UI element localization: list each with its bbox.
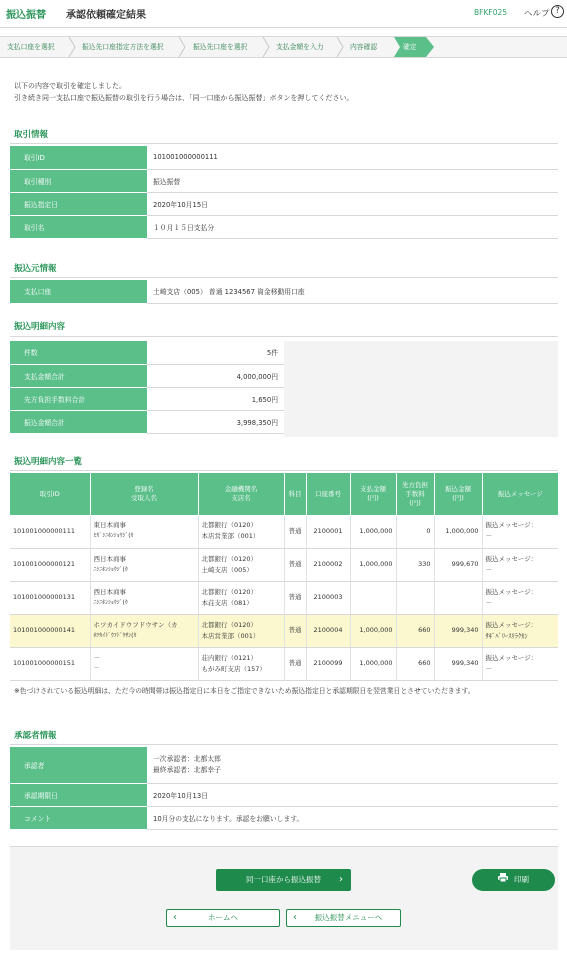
label-transaction-name: 取引名 bbox=[10, 215, 147, 238]
col-header-fee bbox=[396, 473, 434, 515]
section-divider bbox=[10, 744, 558, 745]
cell-recipient bbox=[90, 548, 198, 581]
cell-transaction-id bbox=[10, 548, 90, 581]
detail-list-table bbox=[10, 473, 558, 681]
account-number-text: 2100001 bbox=[313, 526, 343, 535]
message-text: － bbox=[485, 664, 492, 673]
transaction-id-text: 101001000000121 bbox=[13, 560, 76, 568]
table-row bbox=[10, 614, 558, 647]
step-separator-icon bbox=[68, 37, 76, 57]
message-text: ｻｷﾞﾊﾞﾘｰｽﾘﾗｸｶﾝ bbox=[485, 631, 528, 640]
message-label: 振込メッセージ： bbox=[485, 554, 538, 563]
help-link[interactable]: ヘルプ bbox=[524, 9, 550, 19]
table-row bbox=[10, 581, 558, 614]
col-header-text: 振込メッセージ bbox=[497, 489, 543, 498]
bank-name: 荘内銀行（0121） bbox=[201, 653, 258, 662]
col-header-bank bbox=[198, 473, 284, 515]
fee-text: 660 bbox=[418, 659, 431, 667]
message-label: 振込メッセージ： bbox=[485, 521, 538, 530]
value-payment-account: 土崎支店（005） 普通 1234567 資金移動用口座 bbox=[147, 280, 558, 303]
first-approver: 一次承認者：北都太郎 bbox=[153, 754, 221, 763]
cell-payment bbox=[350, 548, 396, 581]
col-header-message bbox=[482, 473, 558, 515]
label-approver: 承認者 bbox=[10, 747, 147, 783]
transfer-menu-label: 振込振替メニューへ bbox=[314, 913, 383, 922]
recipient-kana: ﾆｼﾆﾎﾝｼｮｳｼﾞ(ｶ bbox=[93, 566, 128, 573]
payment-text: 1,000,000 bbox=[359, 526, 393, 535]
chevron-left-icon: ‹ bbox=[293, 912, 297, 923]
label-transaction-type: 取引種別 bbox=[10, 169, 147, 192]
table-row bbox=[10, 647, 558, 680]
transaction-id-text: 101001000000151 bbox=[13, 659, 76, 667]
label-payment-total: 支払金額合計 bbox=[10, 364, 147, 387]
col-header-text: 金融機関名 bbox=[224, 485, 258, 493]
value-comment: 10月分の支払になります。承認をお願いします。 bbox=[147, 806, 558, 829]
col-header-text: 先方負担 bbox=[402, 480, 428, 489]
intro-line-1: 以下の内容で取引を確定しました。 bbox=[14, 82, 126, 90]
value-transfer-date: 2020年10月15日 bbox=[147, 192, 558, 215]
bank-name: 北都銀行（0120） bbox=[201, 521, 258, 530]
registered-name: 西日本商事 bbox=[93, 587, 126, 596]
section-title-list: 振込明細内容一覧 bbox=[14, 457, 83, 467]
step-separator-icon bbox=[178, 37, 186, 57]
value-count: 5件 bbox=[147, 341, 284, 364]
final-approver: 最終承認者：北都幸子 bbox=[153, 765, 221, 774]
cell-recipient bbox=[90, 581, 198, 614]
amount-text: 999,340 bbox=[451, 626, 479, 634]
section-title-summary: 振込明細内容 bbox=[14, 322, 66, 332]
branch-name: 本荘支店（081） bbox=[201, 598, 253, 607]
cell-account-number bbox=[306, 581, 350, 614]
col-header-amount bbox=[434, 473, 482, 515]
cell-bank bbox=[198, 647, 284, 680]
col-header-text: (円) bbox=[452, 494, 464, 502]
message-text: － bbox=[485, 598, 492, 607]
print-button[interactable] bbox=[472, 869, 555, 891]
value-transfer-total: 3,998,350円 bbox=[147, 410, 284, 433]
cell-payment bbox=[350, 515, 396, 548]
amount-text: 999,670 bbox=[451, 560, 479, 568]
value-approver bbox=[147, 747, 558, 783]
col-header-text: 取引ID bbox=[39, 489, 60, 498]
section-divider bbox=[10, 143, 558, 144]
value-deadline: 2020年10月13日 bbox=[147, 783, 558, 806]
cell-message bbox=[482, 647, 558, 680]
cell-amount bbox=[434, 515, 482, 548]
col-header-text: 支店名 bbox=[231, 494, 251, 502]
recipient-kana: ﾆｼﾆﾎﾝｼｮｳｼﾞ(ｶ bbox=[93, 599, 128, 606]
step-2: 振込先口座指定方法を選択 bbox=[82, 43, 164, 51]
cell-message bbox=[482, 614, 558, 647]
col-header-account-type bbox=[284, 473, 306, 515]
transaction-table bbox=[10, 146, 558, 239]
cell-account-type bbox=[284, 581, 306, 614]
cell-message bbox=[482, 581, 558, 614]
page-title: 承認依頼確定結果 bbox=[66, 10, 146, 21]
account-number-text: 2100003 bbox=[313, 593, 343, 601]
value-payment-total: 4,000,000円 bbox=[147, 364, 284, 387]
cell-amount bbox=[434, 614, 482, 647]
transaction-id-text: 101001000000131 bbox=[13, 593, 76, 601]
step-4: 支払金額を入力 bbox=[276, 43, 324, 51]
label-comment: コメント bbox=[10, 806, 147, 829]
app-name: 振込振替 bbox=[6, 10, 46, 21]
cell-fee bbox=[396, 614, 434, 647]
cell-payment bbox=[350, 581, 396, 614]
account-type-text: 普通 bbox=[288, 626, 302, 634]
fee-text: 0 bbox=[426, 526, 431, 535]
col-header-text: 振込金額 bbox=[445, 485, 471, 493]
col-header-recipient bbox=[90, 473, 198, 515]
col-header-text: 支払金額 bbox=[360, 485, 386, 493]
recipient-kana: ﾎﾂｶｲﾄﾞｳﾌﾄﾞｳｻﾝ(ｶ bbox=[93, 632, 137, 639]
registered-name: ホツカイドウフドウサン（カ bbox=[93, 620, 178, 629]
label-payment-account: 支払口座 bbox=[10, 280, 147, 303]
cell-message bbox=[482, 515, 558, 548]
home-label: ホームへ bbox=[208, 913, 238, 922]
step-3: 振込先口座を選択 bbox=[193, 43, 248, 51]
section-title-approver: 承認者情報 bbox=[14, 731, 57, 741]
intro-message bbox=[14, 80, 354, 104]
bank-name: 北都銀行（0120） bbox=[201, 620, 258, 629]
cell-account-type bbox=[284, 614, 306, 647]
label-transaction-id: 取引ID bbox=[10, 146, 147, 169]
cell-recipient bbox=[90, 515, 198, 548]
transfer-menu-button[interactable] bbox=[286, 909, 401, 927]
col-header-text: 手数料 bbox=[405, 489, 425, 498]
cell-amount bbox=[434, 581, 482, 614]
chevron-right-icon: › bbox=[339, 874, 343, 885]
section-divider bbox=[10, 277, 558, 278]
cell-transaction-id bbox=[10, 515, 90, 548]
value-transaction-id: 101001000000111 bbox=[147, 146, 558, 169]
payment-text: 1,000,000 bbox=[359, 560, 393, 568]
cell-message bbox=[482, 548, 558, 581]
screen-code: BFKF025 bbox=[474, 8, 508, 17]
step-1: 支払口座を選択 bbox=[7, 43, 55, 51]
recipient-kana: － bbox=[93, 665, 100, 672]
label-transfer-date: 振込指定日 bbox=[10, 192, 147, 215]
same-account-transfer-label: 同一口座から振込振替 bbox=[246, 875, 321, 884]
printer-icon bbox=[498, 869, 508, 891]
cell-amount bbox=[434, 647, 482, 680]
table-row bbox=[10, 515, 558, 548]
table-row bbox=[10, 548, 558, 581]
label-deadline: 承認期限日 bbox=[10, 783, 147, 806]
highlight-note: ※色づけされている振込明細は、ただ今の時間帯は振込指定日に本日をご指定できないため振込指定日と承認期限日を翌営業日とさせていただきます。 bbox=[14, 687, 475, 695]
registered-name: 東日本商事 bbox=[93, 521, 126, 530]
cell-account-type bbox=[284, 647, 306, 680]
message-label: 振込メッセージ： bbox=[485, 653, 538, 662]
col-header-text: 登録名 bbox=[134, 485, 154, 493]
value-transaction-type: 振込振替 bbox=[147, 169, 558, 192]
account-type-text: 普通 bbox=[288, 593, 302, 601]
transaction-id-text: 101001000000141 bbox=[13, 626, 76, 634]
account-number-text: 2100002 bbox=[313, 560, 343, 568]
section-title-source: 振込元情報 bbox=[14, 264, 57, 274]
col-header-account-number bbox=[306, 473, 350, 515]
bank-name: 北都銀行（0120） bbox=[201, 587, 258, 596]
label-count: 件数 bbox=[10, 341, 147, 364]
col-header-text: 受取人名 bbox=[131, 494, 157, 502]
button-area bbox=[10, 846, 558, 950]
cell-amount bbox=[434, 548, 482, 581]
cell-payment bbox=[350, 614, 396, 647]
step-6-label: 確定 bbox=[403, 43, 417, 51]
cell-account-number bbox=[306, 548, 350, 581]
cell-fee bbox=[396, 548, 434, 581]
account-type-text: 普通 bbox=[288, 526, 302, 535]
col-header-payment bbox=[350, 473, 396, 515]
label-transfer-total: 振込金額合計 bbox=[10, 410, 147, 433]
col-header-text: (円) bbox=[367, 494, 379, 502]
col-header-text: (円) bbox=[409, 498, 421, 507]
payment-text: 1,000,000 bbox=[359, 659, 393, 667]
payment-text: 1,000,000 bbox=[359, 626, 393, 634]
cell-account-type bbox=[284, 548, 306, 581]
section-title-transaction: 取引情報 bbox=[14, 130, 49, 140]
message-label: 振込メッセージ： bbox=[485, 620, 538, 629]
intro-line-2: 引き続き同一支払口座で振込振替の取引を行う場合は、「同一口座から振込振替」ボタンを押してください。 bbox=[14, 94, 354, 102]
col-header-transaction-id bbox=[10, 473, 90, 515]
cell-account-number bbox=[306, 515, 350, 548]
value-transaction-name: １０月１５日支払分 bbox=[147, 215, 558, 238]
cell-bank bbox=[198, 548, 284, 581]
step-6-current bbox=[394, 37, 434, 57]
cell-account-number bbox=[306, 614, 350, 647]
cell-recipient bbox=[90, 647, 198, 680]
approver-table bbox=[10, 747, 558, 830]
summary-empty-area bbox=[284, 341, 558, 437]
recipient-kana: ﾋｶﾞｼﾆﾎﾝｼｮｳｼﾞ(ｶ bbox=[93, 533, 134, 540]
account-type-text: 普通 bbox=[288, 659, 302, 667]
cell-fee bbox=[396, 515, 434, 548]
registered-name: － bbox=[93, 653, 100, 662]
cell-payment bbox=[350, 647, 396, 680]
same-account-transfer-button[interactable] bbox=[216, 869, 351, 891]
section-divider bbox=[10, 336, 558, 337]
summary-table bbox=[10, 341, 284, 434]
transaction-id-text: 101001000000111 bbox=[13, 526, 76, 535]
fee-text: 660 bbox=[418, 626, 431, 634]
step-separator-icon bbox=[262, 37, 270, 57]
account-number-text: 2100099 bbox=[313, 659, 343, 667]
col-header-text: 口座番号 bbox=[315, 489, 341, 498]
branch-name: 土崎支店（005） bbox=[201, 565, 253, 574]
cell-transaction-id bbox=[10, 581, 90, 614]
step-indicator bbox=[0, 36, 567, 58]
account-number-text: 2100004 bbox=[313, 626, 343, 634]
step-5: 内容確認 bbox=[350, 43, 378, 51]
cell-bank bbox=[198, 614, 284, 647]
cell-account-type bbox=[284, 515, 306, 548]
amount-text: 999,340 bbox=[451, 659, 479, 667]
message-text: － bbox=[485, 565, 492, 574]
cell-account-number bbox=[306, 647, 350, 680]
cell-recipient bbox=[90, 614, 198, 647]
cell-transaction-id bbox=[10, 614, 90, 647]
section-divider bbox=[10, 470, 558, 471]
message-label: 振込メッセージ： bbox=[485, 587, 538, 596]
source-table bbox=[10, 280, 558, 304]
message-text: － bbox=[485, 532, 492, 541]
bank-name: 北都銀行（0120） bbox=[201, 554, 258, 563]
cell-fee bbox=[396, 581, 434, 614]
home-button[interactable] bbox=[166, 909, 280, 927]
branch-name: 本店営業部（001） bbox=[201, 532, 260, 541]
branch-name: 本店営業部（001） bbox=[201, 631, 260, 640]
amount-text: 1,000,000 bbox=[445, 526, 479, 535]
cell-fee bbox=[396, 647, 434, 680]
col-header-text: 科目 bbox=[288, 489, 302, 498]
help-icon[interactable]: ? bbox=[551, 5, 564, 18]
cell-transaction-id bbox=[10, 647, 90, 680]
page-header bbox=[0, 0, 567, 28]
cell-bank bbox=[198, 581, 284, 614]
value-fee-total: 1,650円 bbox=[147, 387, 284, 410]
account-type-text: 普通 bbox=[288, 560, 302, 568]
step-separator-icon bbox=[336, 37, 344, 57]
branch-name: もがみ町支店（157） bbox=[201, 664, 266, 673]
registered-name: 西日本商事 bbox=[93, 554, 126, 563]
print-label: 印刷 bbox=[514, 875, 529, 884]
cell-bank bbox=[198, 515, 284, 548]
fee-text: 330 bbox=[418, 560, 431, 568]
chevron-left-icon: ‹ bbox=[173, 912, 177, 923]
label-fee-total: 先方負担手数料合計 bbox=[10, 387, 147, 410]
